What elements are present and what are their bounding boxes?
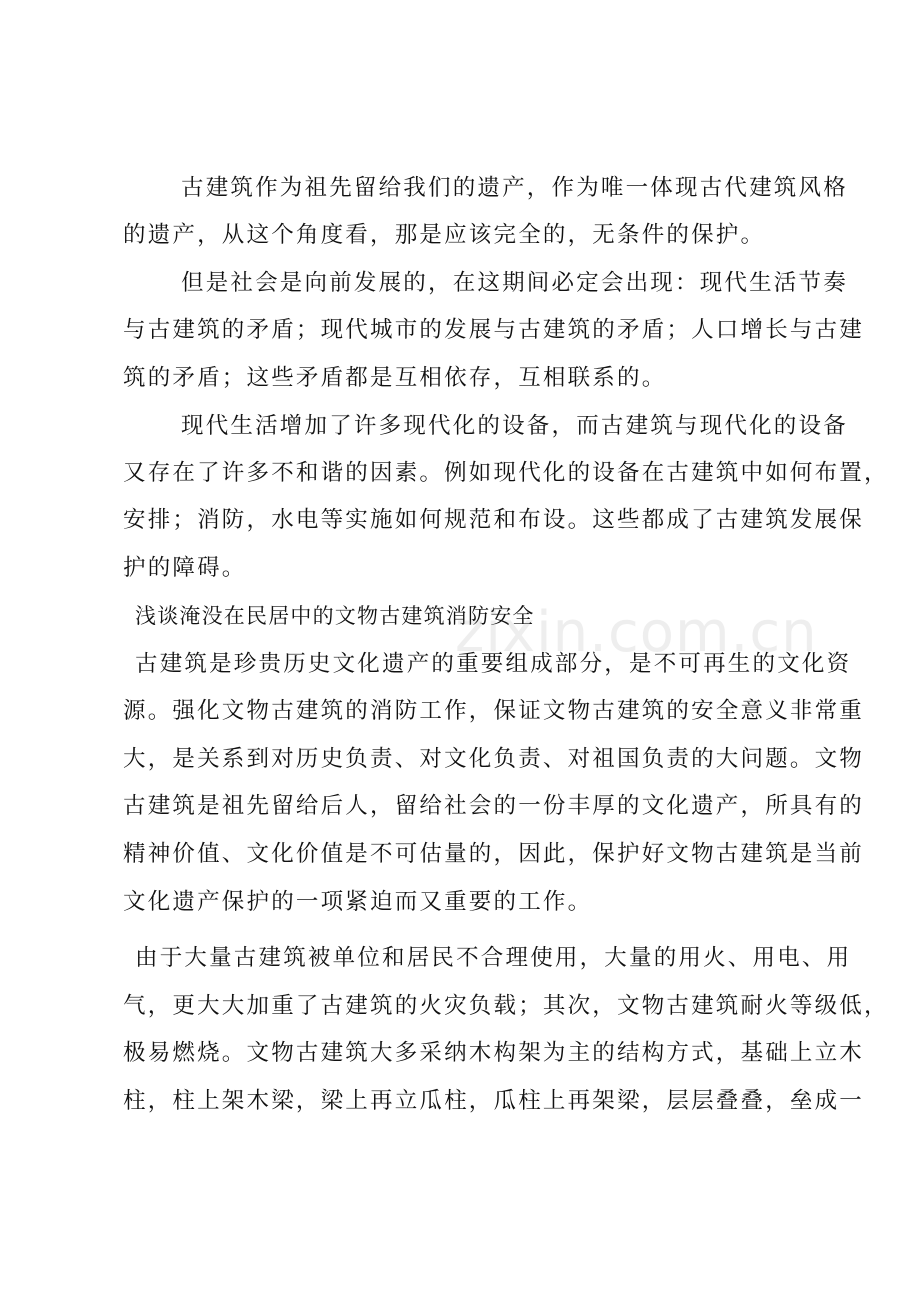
text-line: 精神价值、文化价值是不可估量的，因此，保护好文物古建筑是当前 bbox=[123, 841, 865, 867]
text-line: 文化遗产保护的一项紧迫而又重要的工作。 bbox=[123, 889, 593, 915]
text-line: 的遗产，从这个角度看，那是应该完全的，无条件的保护。 bbox=[123, 222, 766, 248]
text-line: 但是社会是向前发展的，在这期间必定会出现：现代生活节奏 bbox=[181, 270, 848, 296]
text-line: 护的障碍。 bbox=[123, 555, 247, 581]
text-line: 古建筑是祖先留给后人，留给社会的一份丰厚的文化遗产，所具有的 bbox=[123, 793, 865, 819]
text-line: 大，是关系到对历史负责、对文化负责、对祖国负责的大问题。文物 bbox=[123, 746, 865, 772]
text-line: 古建筑是珍贵历史文化遗产的重要组成部分，是不可再生的文化资 bbox=[135, 651, 852, 677]
watermark: zixin.com.cn bbox=[455, 600, 818, 665]
text-line: 极易燃烧。文物古建筑大多采纳木构架为主的结构方式，基础上立木 bbox=[123, 1040, 865, 1066]
text-line: 柱，柱上架木梁，梁上再立瓜柱，瓜柱上再架梁，层层叠叠，垒成一 bbox=[123, 1088, 865, 1114]
text-line: 古建筑作为祖先留给我们的遗产，作为唯一体现古代建筑风格 bbox=[181, 175, 848, 201]
text-line: 筑的矛盾；这些矛盾都是互相依存，互相联系的。 bbox=[123, 365, 667, 391]
text-line: 由于大量古建筑被单位和居民不合理使用，大量的用火、用电、用 bbox=[135, 945, 852, 971]
text-line: 安排；消防，水电等实施如何规范和布设。这些都成了古建筑发展保 bbox=[123, 507, 865, 533]
section-heading: 浅谈淹没在民居中的文物古建筑消防安全 bbox=[135, 604, 535, 628]
text-line: 现代生活增加了许多现代化的设备，而古建筑与现代化的设备 bbox=[181, 413, 848, 439]
text-line: 气，更大大加重了古建筑的火灾负载；其次，文物古建筑耐火等级低， bbox=[123, 993, 889, 1019]
text-line: 源。强化文物古建筑的消防工作，保证文物古建筑的安全意义非常重 bbox=[123, 698, 865, 724]
text-line: 与古建筑的矛盾；现代城市的发展与古建筑的矛盾；人口增长与古建 bbox=[123, 317, 865, 343]
text-line: 又存在了许多不和谐的因素。例如现代化的设备在古建筑中如何布置， bbox=[123, 460, 889, 486]
